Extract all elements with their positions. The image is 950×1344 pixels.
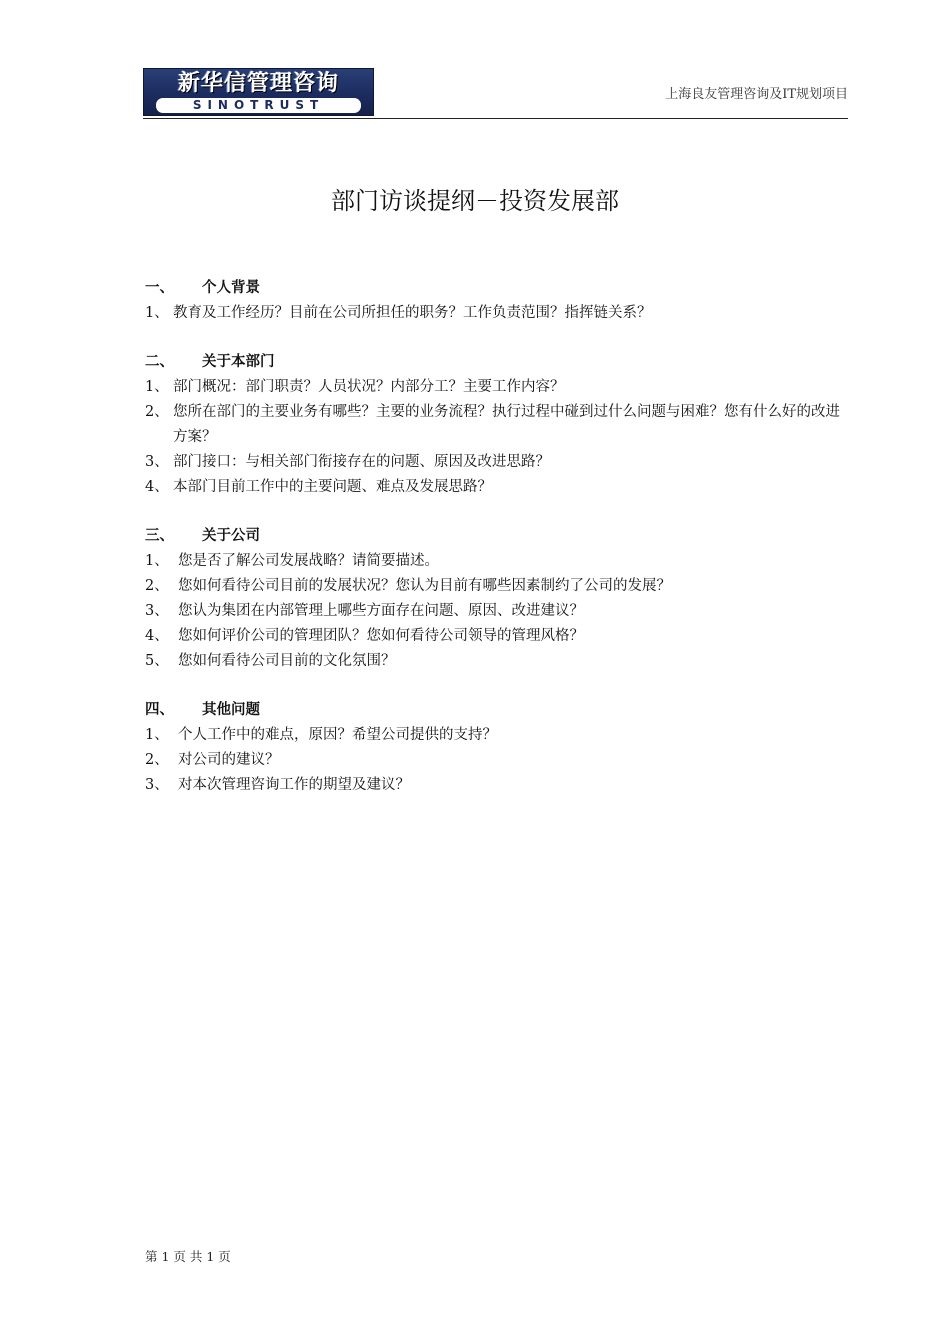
item-number: 5、 (145, 653, 169, 669)
list-item (145, 301, 850, 326)
item-number: 3、 (145, 777, 169, 793)
item-text: 个人工作中的难点，原因？希望公司提供的支持？ (178, 727, 497, 743)
list-item (145, 549, 850, 574)
item-text: 您是否了解公司发展战略？请简要描述。 (178, 553, 439, 569)
list-item (145, 624, 850, 649)
section-about-company (145, 524, 850, 674)
item-number: 3、 (145, 454, 169, 470)
item-number: 2、 (145, 752, 169, 768)
page-footer: 第 1 页 共 1 页 (145, 1249, 231, 1264)
logo-english-text: SINOTRUST (156, 98, 361, 113)
item-number: 4、 (145, 628, 169, 644)
item-text: 您如何评价公司的管理团队？您如何看待公司领导的管理风格？ (178, 628, 584, 644)
item-number: 1、 (145, 305, 169, 321)
list-item (145, 400, 850, 450)
section-heading (145, 524, 850, 549)
item-number: 1、 (145, 379, 169, 395)
item-number: 3、 (145, 603, 169, 619)
item-number: 4、 (145, 479, 169, 495)
section-title: 关于本部门 (202, 354, 275, 370)
list-item (145, 773, 850, 798)
item-text: 部门接口：与相关部门衔接存在的问题、原因及改进思路？ (173, 454, 550, 470)
item-text: 部门概况：部门职责？人员状况？内部分工？主要工作内容？ (173, 379, 565, 395)
section-heading (145, 350, 850, 375)
list-item (145, 375, 850, 400)
item-text: 对公司的建议？ (178, 752, 280, 768)
interview-outline (145, 276, 850, 822)
page-header (143, 68, 848, 119)
list-item (145, 599, 850, 624)
item-text: 教育及工作经历？目前在公司所担任的职务？工作负责范围？指挥链关系？ (173, 305, 652, 321)
item-text: 您所在部门的主要业务有哪些？主要的业务流程？执行过程中碰到过什么问题与困难？您有什么好的改进方案？ (173, 404, 840, 445)
list-item (145, 723, 850, 748)
logo-chinese-text: 新华信管理咨询 (177, 71, 339, 96)
section-title: 关于公司 (202, 528, 260, 544)
document-title: 部门访谈提纲－投资发展部 (331, 187, 619, 215)
section-heading (145, 698, 850, 723)
list-item (145, 574, 850, 599)
item-text: 本部门目前工作中的主要问题、难点及发展思路？ (173, 479, 492, 495)
item-number: 2、 (145, 404, 169, 420)
list-item (145, 649, 850, 674)
project-name: 上海良友管理咨询及IT规划项目 (665, 87, 848, 102)
item-text: 您如何看待公司目前的发展状况？您认为目前有哪些因素制约了公司的发展？ (178, 578, 671, 594)
item-number: 1、 (145, 553, 169, 569)
section-number: 二、 (145, 354, 174, 370)
section-personal-background (145, 276, 850, 326)
sinotrust-logo (143, 68, 374, 116)
section-other-questions (145, 698, 850, 798)
section-number: 四、 (145, 702, 174, 718)
section-title: 其他问题 (202, 702, 260, 718)
list-item (145, 475, 850, 500)
item-number: 2、 (145, 578, 169, 594)
item-text: 对本次管理咨询工作的期望及建议？ (178, 777, 410, 793)
list-item (145, 450, 850, 475)
section-number: 一、 (145, 280, 174, 296)
section-number: 三、 (145, 528, 174, 544)
section-about-department (145, 350, 850, 500)
list-item (145, 748, 850, 773)
item-text: 您如何看待公司目前的文化氛围？ (178, 653, 396, 669)
item-number: 1、 (145, 727, 169, 743)
item-text: 您认为集团在内部管理上哪些方面存在问题、原因、改进建议？ (178, 603, 584, 619)
section-title: 个人背景 (202, 280, 260, 296)
section-heading (145, 276, 850, 301)
